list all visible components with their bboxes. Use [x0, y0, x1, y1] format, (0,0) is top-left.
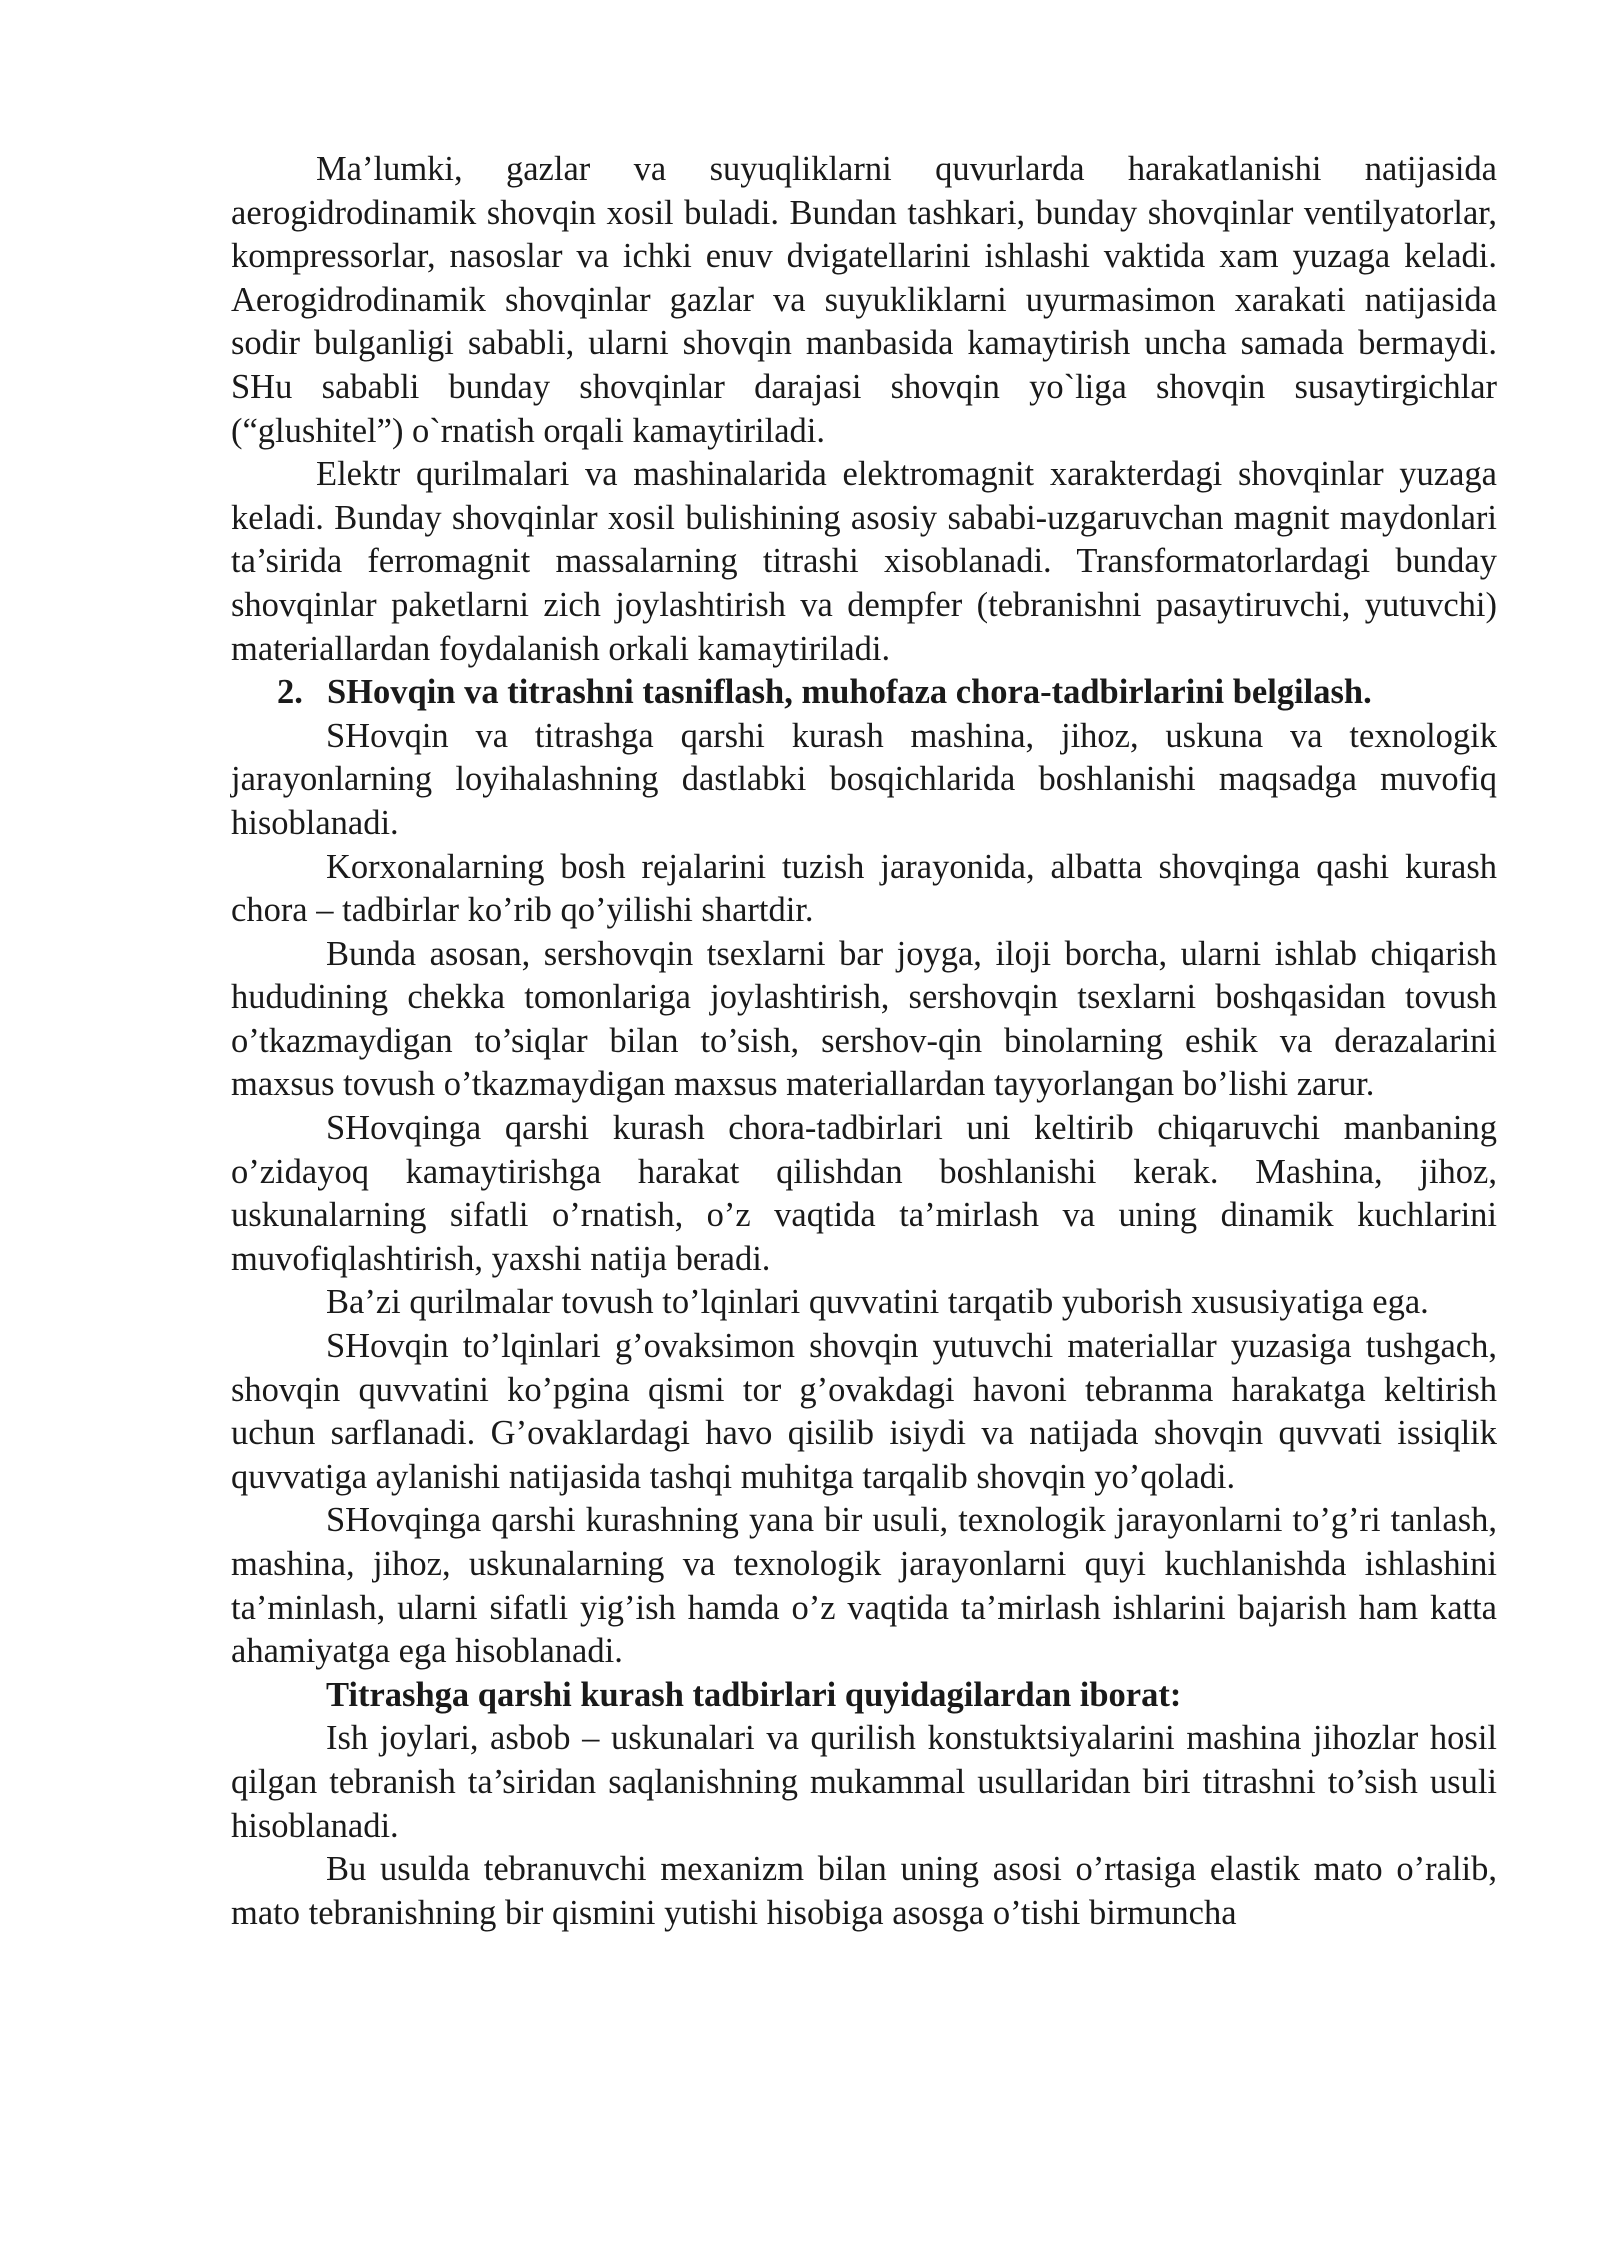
paragraph-design-stage: SHovqin va titrashga qarshi kurash mashina, jihoz, uskuna va texnologik jarayonlarning loyihalashning dastlabki bosqichlarida boshlanishi maqsadga muvofiq hisoblanadi.	[231, 716, 1497, 842]
paragraph-vibration-isolation: Ish joylari, asbob – uskunalari va qurilish konstuktsiyalarini mashina jihozlar hosil qilgan tebranish ta’siridan saqlanishning mukammal usullaridan biri titrashni to’sish usuli hisoblanadi.	[231, 1719, 1497, 1845]
section-heading-2	[231, 671, 1497, 715]
section-title: SHovqin va titrashni tasniflash, muhofaza chora-tadbirlarini belgilash.	[327, 673, 1372, 712]
document-body	[231, 148, 1497, 1935]
paragraph-technology-choice: SHovqinga qarshi kurashning yana bir usuli, texnologik jarayonlarni to’g’ri tanlash, mashina, jihoz, uskunalarning va texnologik jarayonlarni quyi kuchlanishda ishlashini ta’minlash, ularni sifatli yig’ish hamda o’z vaqtida ta’mirlash ishlarini bajarish ham katta ahamiyatga ega hisoblanadi.	[231, 1501, 1497, 1671]
section-number: 2.	[277, 673, 303, 712]
vibration-measures-heading: Titrashga qarshi kurash tadbirlari quyidagilardan iborat:	[326, 1675, 1182, 1714]
paragraph-master-plan: Korxonalarning bosh rejalarini tuzish jarayonida, albatta shovqinga qashi kurash chora – tadbirlar ko’rib qo’yilishi shartdir.	[231, 847, 1497, 930]
paragraph-source-reduction: SHovqinga qarshi kurash chora-tadbirlari uni keltirib chiqaruvchi manbaning o’zidayoq kamaytirishga harakat qilishdan boshlanishi kerak. Mashina, jihoz, uskunalarning sifatli o’rnatish, o’z vaqtida ta’mirlash va uning dinamik kuchlarini muvofiqlashtirish, yaxshi natija beradi.	[231, 1109, 1497, 1278]
paragraph-workshop-placement: Bunda asosan, sershovqin tsexlarni bar joyga, iloji borcha, ularni ishlab chiqarish hududining chekka tomonlariga joylashtirish, sershovqin tsexlarni boshqasidan tovush o’tkazmaydigan to’siqlar bilan to’sish, sershov-qin binolarning eshik va derazalarini maxsus tovush o’tkazmaydigan maxsus materiallardan tayyorlangan bo’lishi zarur.	[231, 934, 1497, 1104]
paragraph-elastic-material: Bu usulda tebranuvchi mexanizm bilan uning asosi o’rtasiga elastik mato o’ralib, mato tebranishning bir qismini yutishi hisobiga asosga o’tishi birmuncha	[231, 1850, 1497, 1932]
paragraph-sound-dispersion: Ba’zi qurilmalar tovush to’lqinlari quvvatini tarqatib yuborish xususiyatiga ega.	[326, 1283, 1429, 1322]
paragraph-porous-materials: SHovqin to’lqinlari g’ovaksimon shovqin yutuvchi materiallar yuzasiga tushgach, shovqin quvvatini ko’pgina qismi tor g’ovakdagi havoni tebranma harakatga keltirish uchun sarflanadi. G’ovaklardagi havo qisilib isiydi va natijada shovqin quvvati issiqlik quvvatiga aylanishi natijasida tashqi muhitga tarqalib shovqin yo’qoladi.	[231, 1327, 1497, 1496]
paragraph-aerodynamic-noise: Ma’lumki, gazlar va suyuqliklarni quvurlarda harakatlanishi natijasida aerogidrodinamik shovqin xosil buladi. Bundan tashkari, bunday shovqinlar ventilyatorlar, kompressorlar, nasoslar va ichki enuv dvigatellarini ishlashi vaktida xam yuzaga keladi. Aerogidrodinamik shovqinlar gazlar va suyukliklarni uyurmasimon xarakati natijasida sodir bulganligi sababli, ularni shovqin manbasida kamaytirish uncha samada bermaydi. SHu sababli bunday shovqinlar darajasi shovqin yo`liga shovqin susaytirgichlar (“glushitel”) o`rnatish orqali kamaytiriladi.	[231, 150, 1497, 450]
paragraph-electromagnetic-noise: Elektr qurilmalari va mashinalarida elektromagnit xarakterdagi shovqinlar yuzaga keladi. Bunday shovqinlar xosil bulishining asosiy sababi-uzgaruvchan magnit maydonlari ta’sirida ferromagnit massalarning titrashi xisoblanadi. Transformatorlardagi bunday shovqinlar paketlarni zich joylashtirish va dempfer (tebranishni pasaytiruvchi, yutuvchi) materiallardan foydalanish orkali kamaytiriladi.	[231, 455, 1497, 668]
